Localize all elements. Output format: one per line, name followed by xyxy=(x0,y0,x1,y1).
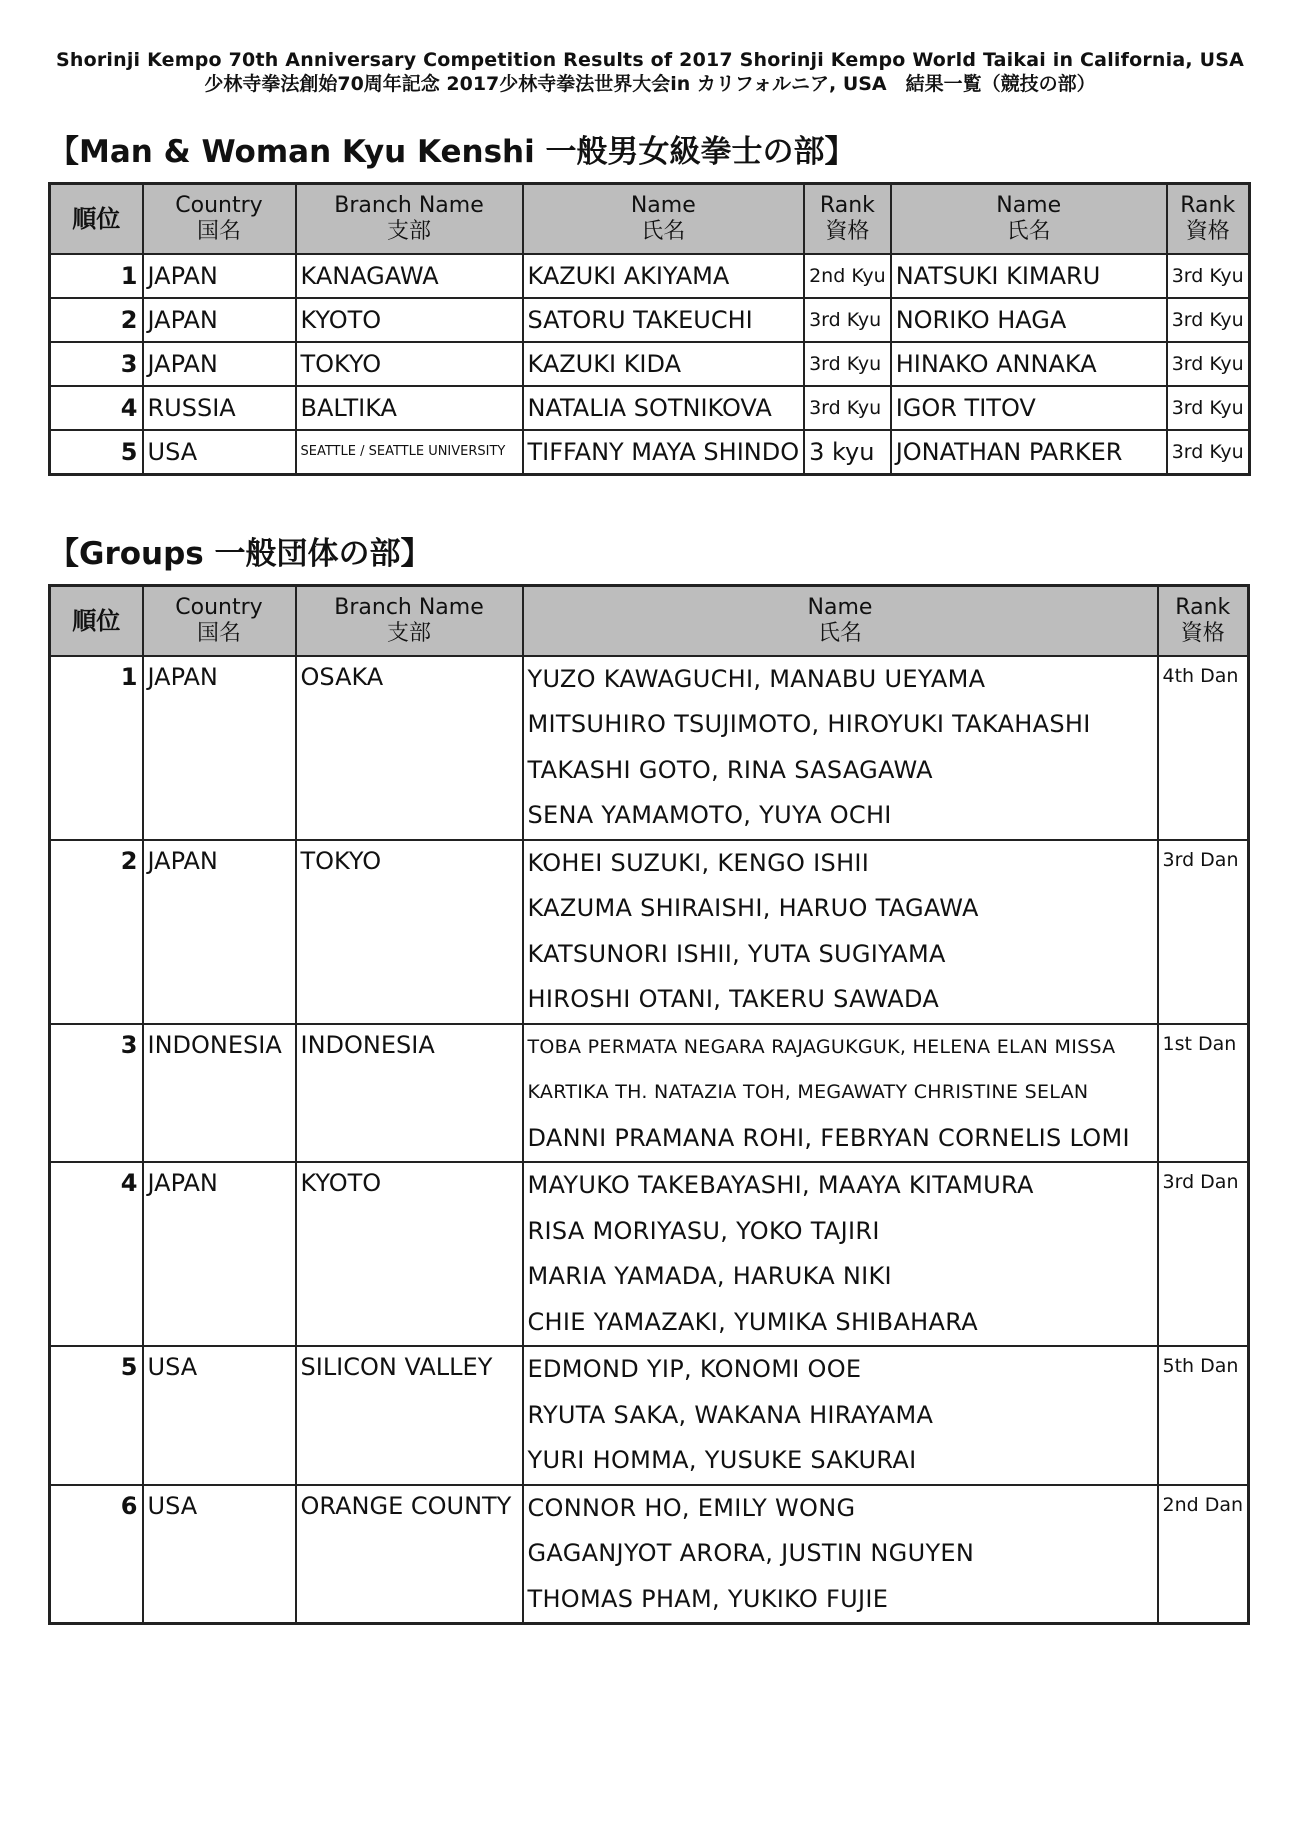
member-names: HIROSHI OTANI, TAKERU SAWADA xyxy=(527,985,940,1013)
header-title-jp: 少林寺拳法創始70周年記念 2017少林寺拳法世界大会in カリフォルニア, USA 結果一覧（競技の部） xyxy=(204,73,1096,95)
rank-cell: 5th Dan xyxy=(1158,1346,1249,1485)
col-header-branch: Branch Name 支部 xyxy=(296,184,523,254)
country-cell: JAPAN xyxy=(143,656,296,840)
table-row xyxy=(50,386,1250,430)
table-row xyxy=(50,430,1250,475)
names-cell xyxy=(523,1024,1158,1163)
branch-cell: SILICON VALLEY xyxy=(296,1346,523,1485)
table-row xyxy=(50,656,1249,840)
position-cell: 3 xyxy=(50,1024,143,1163)
position-cell: 6 xyxy=(50,1485,143,1624)
country-cell: JAPAN xyxy=(143,342,296,386)
groups-results-table xyxy=(48,584,1250,1625)
name-cell: KAZUKI KIDA xyxy=(523,342,805,386)
position-cell: 5 xyxy=(50,1346,143,1485)
names-cell xyxy=(523,1485,1158,1624)
member-names: YURI HOMMA, YUSUKE SAKURAI xyxy=(527,1446,917,1474)
name-cell: TIFFANY MAYA SHINDO xyxy=(523,430,805,475)
country-cell: USA xyxy=(143,1485,296,1624)
rank-cell: 3rd Kyu xyxy=(1167,254,1250,298)
position-cell: 1 xyxy=(50,254,143,298)
country-cell: JAPAN xyxy=(143,1162,296,1346)
rank-cell: 2nd Dan xyxy=(1158,1485,1249,1624)
member-names: KATSUNORI ISHII, YUTA SUGIYAMA xyxy=(527,939,946,968)
member-names: EDMOND YIP, KONOMI OOE xyxy=(527,1355,862,1383)
name-cell: JONATHAN PARKER xyxy=(891,430,1167,475)
rank-cell: 3rd Kyu xyxy=(1167,298,1250,342)
rank-cell: 3rd Dan xyxy=(1158,840,1249,1024)
position-cell: 5 xyxy=(50,430,143,475)
branch-cell: KANAGAWA xyxy=(296,254,523,298)
names-cell xyxy=(523,1346,1158,1485)
branch-cell: BALTIKA xyxy=(296,386,523,430)
table-row xyxy=(50,254,1250,298)
country-cell: USA xyxy=(143,430,296,475)
member-names: KARTIKA TH. NATAZIA TOH, MEGAWATY CHRISTINE SELAN xyxy=(527,1081,1089,1103)
member-names: TAKASHI GOTO, RINA SASAGAWA xyxy=(527,755,933,784)
col-header-branch: Branch Name 支部 xyxy=(296,586,523,656)
rank-cell: 4th Dan xyxy=(1158,656,1249,840)
col-header-position: 順位 xyxy=(50,184,143,254)
name-cell: NORIKO HAGA xyxy=(891,298,1167,342)
table-row xyxy=(50,342,1250,386)
member-names: DANNI PRAMANA ROHI, FEBRYAN CORNELIS LOMI xyxy=(527,1123,1130,1152)
member-names: RISA MORIYASU, YOKO TAJIRI xyxy=(527,1216,880,1245)
table-row xyxy=(50,1162,1249,1346)
member-names: CHIE YAMAZAKI, YUMIKA SHIBAHARA xyxy=(527,1307,978,1336)
country-cell: JAPAN xyxy=(143,298,296,342)
branch-cell: KYOTO xyxy=(296,1162,523,1346)
col-header-name-2: Name 氏名 xyxy=(891,184,1167,254)
rank-cell: 2nd Kyu xyxy=(804,254,891,298)
member-names: TOBA PERMATA NEGARA RAJAGUKGUK, HELENA ELAN MISSA xyxy=(527,1035,1116,1058)
document-header xyxy=(0,48,1300,96)
kyu-results-table xyxy=(48,182,1251,476)
header-title-en: Shorinji Kempo 70th Anniversary Competition Results of 2017 Shorinji Kempo World Taikai in California, USA xyxy=(55,49,1245,71)
country-cell: JAPAN xyxy=(143,840,296,1024)
branch-cell: KYOTO xyxy=(296,298,523,342)
position-cell: 3 xyxy=(50,342,143,386)
member-names: GAGANJYOT ARORA, JUSTIN NGUYEN xyxy=(527,1539,975,1567)
branch-cell: ORANGE COUNTY xyxy=(296,1485,523,1624)
table-row xyxy=(50,1346,1249,1485)
member-names: CONNOR HO, EMILY WONG xyxy=(527,1493,856,1522)
rank-cell: 3rd Dan xyxy=(1158,1162,1249,1346)
names-cell xyxy=(523,656,1158,840)
member-names: THOMAS PHAM, YUKIKO FUJIE xyxy=(527,1584,889,1613)
country-cell: USA xyxy=(143,1346,296,1485)
member-names: MARIA YAMADA, HARUKA NIKI xyxy=(527,1262,892,1290)
member-names: MITSUHIRO TSUJIMOTO, HIROYUKI TAKAHASHI xyxy=(527,710,1091,738)
rank-cell: 3 kyu xyxy=(804,430,891,475)
name-cell: NATALIA SOTNIKOVA xyxy=(523,386,805,430)
groups-section-title: 【Groups 一般団体の部】 xyxy=(48,536,432,572)
rank-cell: 3rd Kyu xyxy=(804,298,891,342)
groups-header-row xyxy=(50,586,1249,656)
name-cell: NATSUKI KIMARU xyxy=(891,254,1167,298)
position-cell: 2 xyxy=(50,840,143,1024)
branch-cell: TOKYO xyxy=(296,342,523,386)
col-header-country: Country 国名 xyxy=(143,184,296,254)
rank-cell: 1st Dan xyxy=(1158,1024,1249,1163)
branch-cell: INDONESIA xyxy=(296,1024,523,1163)
position-cell: 2 xyxy=(50,298,143,342)
rank-cell: 3rd Kyu xyxy=(804,342,891,386)
kyu-section-title: 【Man & Woman Kyu Kenshi 一般男女級拳士の部】 xyxy=(48,134,856,170)
member-names: RYUTA SAKA, WAKANA HIRAYAMA xyxy=(527,1400,934,1429)
col-header-country: Country 国名 xyxy=(143,586,296,656)
branch-cell: SEATTLE / SEATTLE UNIVERSITY xyxy=(296,430,523,475)
names-cell xyxy=(523,1162,1158,1346)
table-row xyxy=(50,1485,1249,1624)
country-cell: RUSSIA xyxy=(143,386,296,430)
names-cell xyxy=(523,840,1158,1024)
member-names: KAZUMA SHIRAISHI, HARUO TAGAWA xyxy=(527,894,979,922)
col-header-name: Name 氏名 xyxy=(523,586,1158,656)
col-header-rank-1: Rank 資格 xyxy=(804,184,891,254)
rank-cell: 3rd Kyu xyxy=(1167,430,1250,475)
branch-cell: TOKYO xyxy=(296,840,523,1024)
member-names: KOHEI SUZUKI, KENGO ISHII xyxy=(527,848,870,877)
table-row xyxy=(50,1024,1249,1163)
col-header-position: 順位 xyxy=(50,586,143,656)
member-names: SENA YAMAMOTO, YUYA OCHI xyxy=(527,801,892,829)
member-names: YUZO KAWAGUCHI, MANABU UEYAMA xyxy=(527,664,986,693)
rank-cell: 3rd Kyu xyxy=(804,386,891,430)
table-row xyxy=(50,298,1250,342)
branch-cell: OSAKA xyxy=(296,656,523,840)
name-cell: IGOR TITOV xyxy=(891,386,1167,430)
rank-cell: 3rd Kyu xyxy=(1167,386,1250,430)
name-cell: SATORU TAKEUCHI xyxy=(523,298,805,342)
name-cell: KAZUKI AKIYAMA xyxy=(523,254,805,298)
name-cell: HINAKO ANNAKA xyxy=(891,342,1167,386)
country-cell: JAPAN xyxy=(143,254,296,298)
member-names: MAYUKO TAKEBAYASHI, MAAYA KITAMURA xyxy=(527,1171,1034,1199)
kyu-header-row xyxy=(50,184,1250,254)
col-header-rank: Rank 資格 xyxy=(1158,586,1249,656)
col-header-rank-2: Rank 資格 xyxy=(1167,184,1250,254)
table-row xyxy=(50,840,1249,1024)
position-cell: 4 xyxy=(50,1162,143,1346)
position-cell: 1 xyxy=(50,656,143,840)
col-header-name-1: Name 氏名 xyxy=(523,184,805,254)
country-cell: INDONESIA xyxy=(143,1024,296,1163)
rank-cell: 3rd Kyu xyxy=(1167,342,1250,386)
position-cell: 4 xyxy=(50,386,143,430)
